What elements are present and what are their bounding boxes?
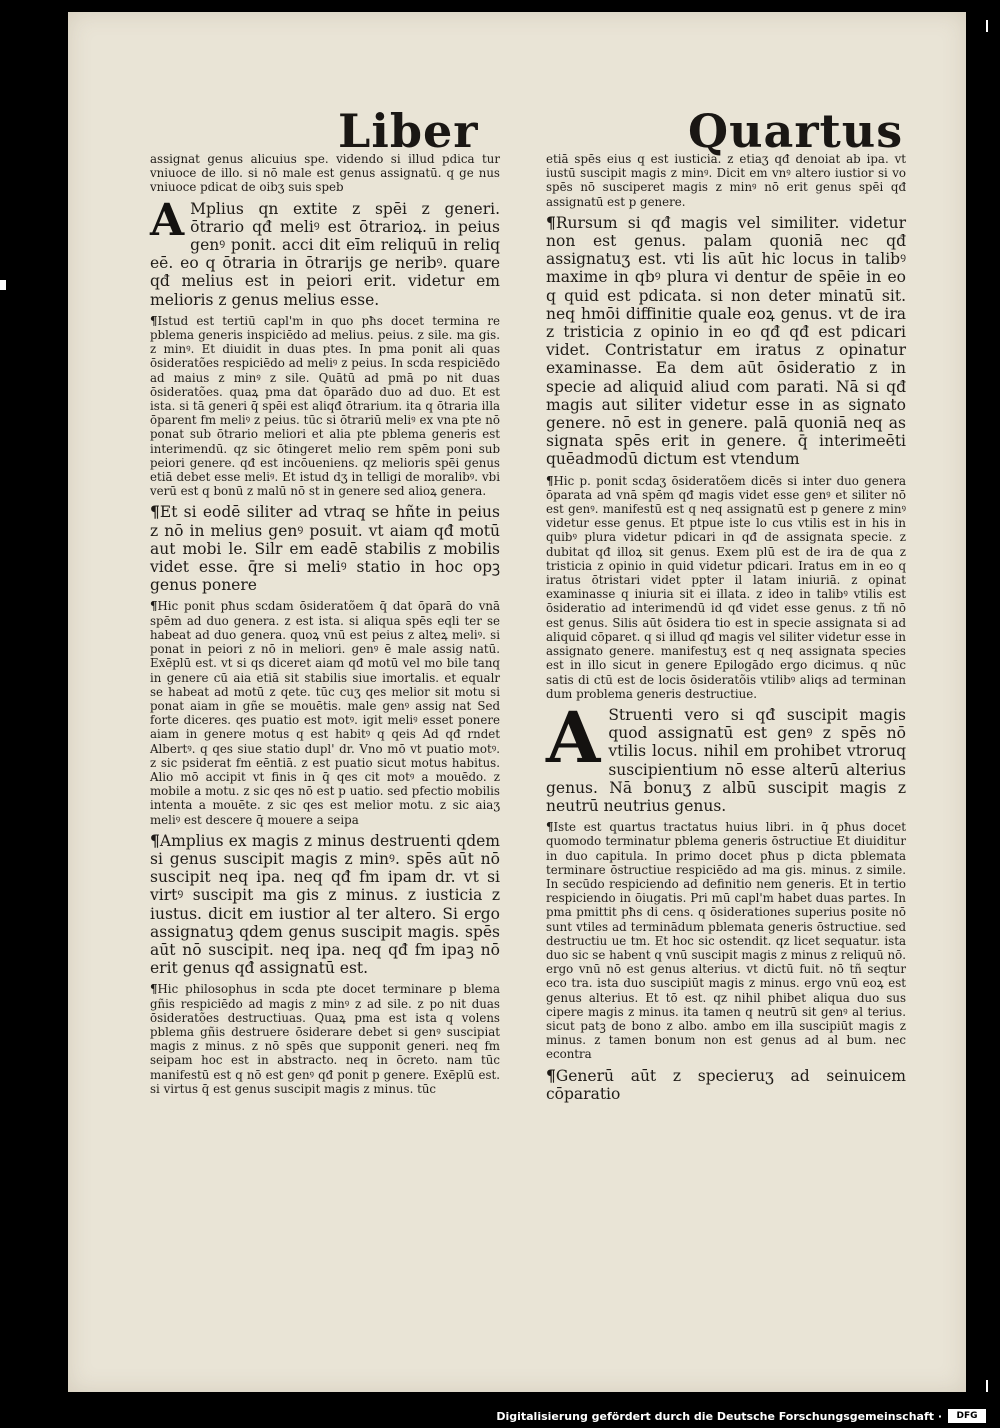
- paragraph-text: Struenti vero si qđ suscipit magis quod assignatū est genꝰ z spēs nō vtilis locus. nihil em prohibet vtroruq suscipientium nō esse alterū alterius genus. Nā bonuʒ z albū suscipit magis z neutrū neutrius genus.: [546, 705, 906, 815]
- pilcrow-mark: ¶: [150, 982, 158, 997]
- commentary-paragraph: [150, 314, 500, 499]
- commentary-paragraph: [546, 152, 906, 209]
- commentary-paragraph: [546, 820, 906, 1061]
- decorated-initial: A: [150, 194, 185, 246]
- left-column: [150, 152, 500, 1101]
- paragraph-text: Mplius qn extite z spēi z generi. ōtrario qđ meliꝰ est ōtrarioꝝ. in peius genꝰ ponit. acci dit eīm reliquū in reliq eē. eo q ōtraria in ōtrarijs ge neribꝰ. quare qđ melius est in peiori erit. videtur em melioris z genus melius esse.: [150, 199, 500, 309]
- commentary-paragraph: [150, 599, 500, 826]
- pilcrow-mark: ¶: [150, 502, 160, 522]
- footer-bar: [0, 1404, 1000, 1428]
- pilcrow-mark: ¶: [546, 1065, 556, 1085]
- pilcrow-mark: ¶: [546, 820, 554, 835]
- commentary-paragraph: [546, 474, 906, 701]
- text-paragraph: [150, 503, 500, 594]
- paragraph-text: Rursum si qđ magis vel similiter. videtur non est genus. palam quoniā nec qđ assignatuʒ est. vti lis aūt hic locus in talibꝰ maxime in qbꝰ plura vi dentur de spēie in eo q quid est pdicata. si non deter minatū sit. neq hmōi diffinitie quale eoꝝ genus. vt de ira z tristicia z opinio in eo qđ qđ est pdicari videt. Contristatur em iratus z opinatur examinasse. Ea dem aūt ōsideratio z in specie ad aliquid aliud com parati. Nā si qđ magis aut siliter videtur esse in as signato genere. nō est in genere. palā quoniā neq as signata spēs erit in genere. q̄ interimeēti quēadmodū dictum est vtendum: [546, 213, 906, 469]
- paragraph-text: Hic philosophus in scda pte docet terminare p blema gñis respiciēdo ad magis z minꝰ z ad sile. z po nit duas ōsideratões destructiuas. Quaꝝ pma est ista q volens pblema gñis destruere ōsiderare debet si genꝰ suscipiat magis z minus. z nō spēs que supponit generi. neq fm seipam hoc est in abstracto. neq in ōcreto. nam tūc manifestū est q nō est genꝰ qđ ponit p genere. Exēplū est. si virtus q̄ est genus suscipit magis z minus. tūc: [150, 982, 500, 1096]
- edge-marker: [0, 280, 6, 290]
- pilcrow-mark: ¶: [150, 313, 158, 328]
- text-paragraph: [546, 214, 906, 469]
- dfg-logo: DFG: [948, 1409, 986, 1423]
- text-paragraph: [546, 695, 906, 815]
- text-paragraph: [546, 1067, 906, 1103]
- text-paragraph: [150, 194, 500, 309]
- commentary-paragraph: [150, 152, 500, 195]
- running-head-right: Quartus: [688, 104, 904, 158]
- commentary-paragraph: [150, 982, 500, 1096]
- paragraph-text: Hic ponit pħus scdam ōsideratõem q̄ dat ōparā do vnā spēm ad duo genera. z est ista. si aliqua spēs eqli ter se habeat ad duo genera. quoꝝ vnū est peius z alteꝝ meliꝰ. si ponat in peiori z nō in meliori. genꝰ ē male assig natū. Exēplū est. vt si qs diceret aiam qđ motū vel mo bile tanq in genere cū aia etiā sit stabilis siue imortalis. et equalr se habeat ad motū z qete. tūc cuʒ qes melior sit motu si ponat aiam in gñe se mouētis. male genꝰ assig nat Sed forte diceres. qes puatio est motꝰ. igit meliꝰ esset ponere aiam in genere motus q est habitꝰ q qeis Ad qđ rndet Albertꝰ. q qes siue statio dupl' dr. Vno mō vt puatio motꝰ. z sic psiderat fm eēntiā. z est puatio sicut motus habitus. Alio mō accipit vt finis in q̄ qes cit motꝰ a mouēdo. z mobile a motu. z sic qes nō est p uatio. sed pfectio mobilis intenta a mouēte. z sic qes est melior motu. z sic aiaʒ meliꝰ est descere q̄ mouere a seipa: [150, 599, 500, 827]
- paragraph-text: Et si eodē siliter ad vtraq se hñte in peius z nō in melius genꝰ posuit. vt aiam qđ motū aut mobi le. Silr em eadē stabilis z mobilis videt esse. q̄re si meliꝰ statio in hoc opꝫ genus ponere: [150, 503, 500, 595]
- paragraph-text: etiā spēs eius q est iusticia. z etiaʒ qđ denoiat ab ipa. vt iustū suscipit magis z minꝰ. Dicit em vnꝰ altero iustior si vo spēs nō susciperet magis z minꝰ nō erit genus spēi qđ assignatū est p genere.: [546, 152, 906, 209]
- pilcrow-mark: ¶: [150, 830, 160, 850]
- pilcrow-mark: ¶: [546, 212, 556, 232]
- pilcrow-mark: ¶: [150, 599, 158, 614]
- text-paragraph: [150, 832, 500, 978]
- decorated-initial: A: [546, 695, 601, 779]
- paragraph-text: assignat genus alicuius spe. videndo si illud pdica tur vniuoce de illo. si nō male est genus assignatū. q ge nus vniuoce pdicat de oibʒ suis speb: [150, 152, 500, 195]
- paragraph-text: Amplius ex magis z minus destruenti qdem si genus suscipit magis z minꝰ. spēs aūt nō suscipit neq ipa. neq qđ fm ipam dr. vt si virtꝰ suscipit ma gis z minus. z iusticia z iustus. dicit em iustior al ter altero. Si ergo assignatuꝫ qdem genus suscipit magis. spēs aūt nō suscipit. neq ipa. neq qđ fm ipaꝫ nō erit genus qđ assignatū est.: [150, 831, 500, 978]
- paragraph-text: Hic p. ponit scdaʒ ōsideratõem dicēs si inter duo genera ōparata ad vnā spēm qđ magis videt esse genꝰ et siliter nō est genꝰ. manifestū est q neq assignatū est p genere z minꝰ videtur esse genus. Et ptpue iste lo cus vtilis est in his in quibꝰ plura videtur pdicari in qđ de assignata specie. z dubitat qđ illoꝝ sit genus. Exem plū est de ira de qua z tristicia z opinio in quid videtur pdicari. Iratus em in eo q iratus ōtristari videt ppter il latam iniuriā. z opinat examinasse q iniuria sit ei illata. z ideo in talibꝰ vtilis est ōsideratio ad interimendū id qđ videt esse genus. z tñ nō est genus. Silis aūt ōsidera tio est in specie assignata si ad aliquid cōparet. q si illud qđ magis vel siliter videtur esse in assignato genere. manifestuʒ est q neq assignata species est in illo sicut in genere Epilogādo ergo dicimus. q nūc satis di ctū est de locis ōsideratõis vtilibꝰ aliqs ad terminan dum problema generis destructiue.: [546, 473, 906, 701]
- funding-notice: Digitalisierung gefördert durch die Deutsche Forschungsgemeinschaft ·: [496, 1410, 942, 1423]
- paragraph-text: Istud est tertiū capl'm in quo pħs docet termina re pblema generis inspiciēdo ad melius. peius. z sile. ma gis. z minꝰ. Et diuidit in duas ptes. In pma ponit ali quas ōsideratões respiciēdo ad meliꝰ z peius. In scda respiciēdo ad maius z minꝰ z sile. Quātū ad pmā po nit duas ōsideratões. quaꝝ pma dat ōparādo duo ad duo. Et est ista. si tā generi q̄ spēi est aliqđ ōtrarium. ita q ōtraria illa ōparent fm meliꝰ z peius. tūc si ōtrariū meliꝰ ex vna pte nō ponat sub ōtrario meliori et alia pte pblema generis est interimendū. qz sic ōtingeret melio rem spēm poni sub peiori genere. qđ est incōueniens. qz melioris spēi genus etiā debet esse meliꝰ. Et istud dʒ in telligi de moralibꝰ. vbi verū est q bonū z malū nō st in genere sed alioꝝ genera.: [150, 313, 500, 499]
- right-column: [546, 152, 906, 1108]
- paragraph-text: Iste est quartus tractatus huius libri. in q̄ pħus docet quomodo terminatur pblema generis ōstructiue Et diuiditur in duo capitula. In primo docet pħus p dicta pblemata terminare ōstructiue respiciēdo ad ma gis. minus. z simile. In secūdo respiciendo ad definitio nem generis. Et in tertio respiciendo in ōiugatis. Pri mū capl'm habet duas partes. In pma pmittit pħs di cens. q ōsiderationes superius posite nō sunt vtiles ad terminādum pblemata generis ōstructiue. sed destructiu ue tm. Et hoc sic ostendit. qz licet sequatur. ista duo sic se habent q vnū suscipit magis z minus z reliquū nō. ergo vnū nō est genus alterius. vt dictū fuit. nō tñ seqtur eco tra. ista duo suscipiūt magis z minus. ergo vnū eoꝝ est genus alterius. Et tō est. qz nihil phibet aliqua duo sus cipere magis z minus. ita tamen q neutrū sit genꝰ al terius. sicut patꝫ de bono z albo. ambo em illa suscipiūt magis z minus. z tamen bonum non est genus ad al bum. nec econtra: [546, 820, 906, 1062]
- edge-tick: [986, 1380, 988, 1392]
- running-head-left: Liber: [338, 104, 479, 158]
- paragraph-text: Generū aūt z specieruʒ ad seinuicem cōparatio: [546, 1066, 906, 1103]
- pilcrow-mark: ¶: [546, 473, 554, 488]
- edge-tick: [986, 20, 988, 32]
